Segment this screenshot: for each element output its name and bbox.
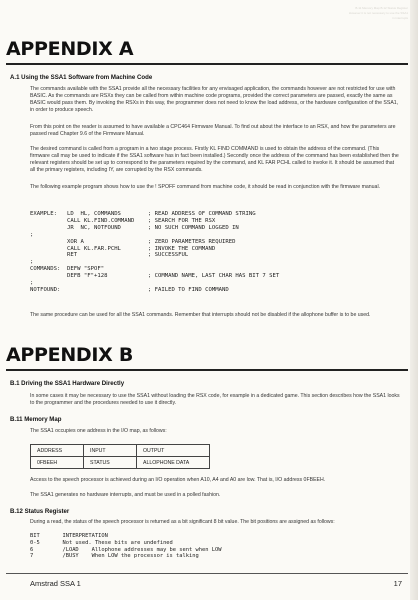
title-rule: [6, 369, 408, 371]
table-header-cell: INPUT: [84, 445, 137, 457]
code-line: COMMANDS: DEFW "SPOF": [30, 266, 105, 273]
next-page-edge: [410, 0, 418, 600]
paragraph: From this point on the reader is assumed to have available a CPC464 Firmware Manual. To find out about the interface to an RSX, and how the parameters are passed read Chapter 9.6 of the Firmware Manual.: [30, 124, 396, 138]
bit-row: 7 /BUSY When LOW the processor is talking: [30, 553, 199, 560]
paragraph: In some cases it may be necessary to use the SSA1 without loading the RSX code, for example in a dedicated game. This section describes how the SSA1 looks to the programmer and the procedures needed to use it directly.: [30, 393, 400, 407]
paragraph: The SSA1 generates no hardware interrupts, and must be used in a polled fashion.: [30, 492, 221, 498]
code-line: DEFB "F"+128 ; COMMAND NAME, LAST CHAR HAS BIT 7 SET: [30, 273, 280, 280]
code-line: CALL KL.FAR.PCHL ; INVOKE THE COMMAND: [30, 245, 216, 252]
page-number: 17: [393, 579, 402, 588]
bit-table: [30, 533, 221, 560]
appendix-b-title: APPENDIX B: [6, 344, 134, 366]
code-listing: [30, 211, 279, 294]
code-line: CALL KL.FIND.COMMAND ; SEARCH FOR THE RSX: [30, 217, 216, 224]
table-cell: STATUS: [84, 457, 137, 469]
paragraph: The commands available with the SSA1 provide all the necessary facilities for any envisaged application, the commands however are not restricted for use with BASIC. As the commands are RSXs they can be called from within machine code programs, provided the correct parameters are passed, exactly the same as BASIC would pass them. By invoking the RSXs in this way, the programmer does not need to know the load address, or the hardware configuration of the SSA1, in order to produce speech.: [30, 86, 399, 114]
bit-row: 0-5 Not used. These bits are undefined: [30, 539, 173, 546]
title-rule: [6, 63, 408, 65]
code-line: ;: [30, 259, 34, 266]
bit-row: BIT INTERPRETATION: [30, 533, 108, 539]
section-b11-heading: B.11 Memory Map: [10, 416, 62, 423]
code-line: JR NC, NOTFOUND ; NO SUCH COMMAND LOGGED IN: [30, 224, 239, 231]
memory-map-table: [30, 444, 210, 469]
code-line: EXAMPLE: LD HL, COMMANDS ; READ ADDRESS OF COMMAND STRING: [30, 211, 256, 217]
code-line: RET ; SUCCESSFUL: [30, 252, 189, 259]
table-header-row: [31, 445, 210, 457]
paragraph: The following example program shows how to use the ! SPOFF command from machine code, it should be read in conjunction with the firmware manual.: [30, 184, 381, 190]
section-b12-heading: B.12 Status Register: [10, 508, 70, 515]
footer-title: Amstrad SSA 1: [30, 579, 81, 588]
code-line: ;: [30, 280, 34, 287]
footer-rule: [6, 573, 408, 574]
paragraph: The SSA1 occupies one address in the I/O map, as follows:: [30, 428, 167, 434]
code-line: NOTFOUND: ; FAILED TO FIND COMMAND: [30, 286, 229, 293]
section-b1-heading: B.1 Driving the SSA1 Hardware Directly: [10, 380, 125, 387]
section-a1-heading: A.1 Using the SSA1 Software from Machine Code: [10, 74, 153, 81]
table-header-cell: OUTPUT: [137, 445, 210, 457]
table-cell: ALLOPHONE DATA: [137, 457, 210, 469]
paragraph: The same procedure can be used for all the SSA1 commands. Remember that interrupts should not be disabled if the allophone buffer is to be used.: [30, 312, 371, 318]
paragraph: The desired command is called from a program in a two stage process. Firstly KL FIND COMMAND is used to obtain the address of the command. (This firmware call may be used to indicate if the SSA1 software has in fact been installed.) Secondly once the address of the command has been established then the relevant registers should be set up to correspond to the parameters required by the command, and KL FAR PCHL called to invoke it. It should be assumed that all the primary registers, including IY, are corrupted by the RSX commands.: [30, 146, 399, 174]
bleed-through-text: B.11 Memory Map B.12 Status Register However it is not necessary to use the SSA1 in interrupts: [348, 6, 408, 20]
table-row: [31, 457, 210, 469]
paragraph: Access to the speech processor is achieved during an I/O operation when A10, A4 and A0 are low. That is, I/O address 0FBEEH.: [30, 477, 326, 483]
code-line: ;: [30, 231, 34, 238]
appendix-a-title: APPENDIX A: [6, 38, 134, 60]
table-header-cell: ADDRESS: [31, 445, 84, 457]
paragraph: During a read, the status of the speech processor is returned as a bit significant 8 bit value. The bit positions are assigned as follows:: [30, 519, 335, 525]
table-cell: 0FBEEH: [31, 457, 84, 469]
bit-row: 6 /LOAD Allophone addresses may be sent when LOW: [30, 546, 222, 553]
code-line: XOR A ; ZERO PARAMETERS REQUIRED: [30, 238, 236, 245]
